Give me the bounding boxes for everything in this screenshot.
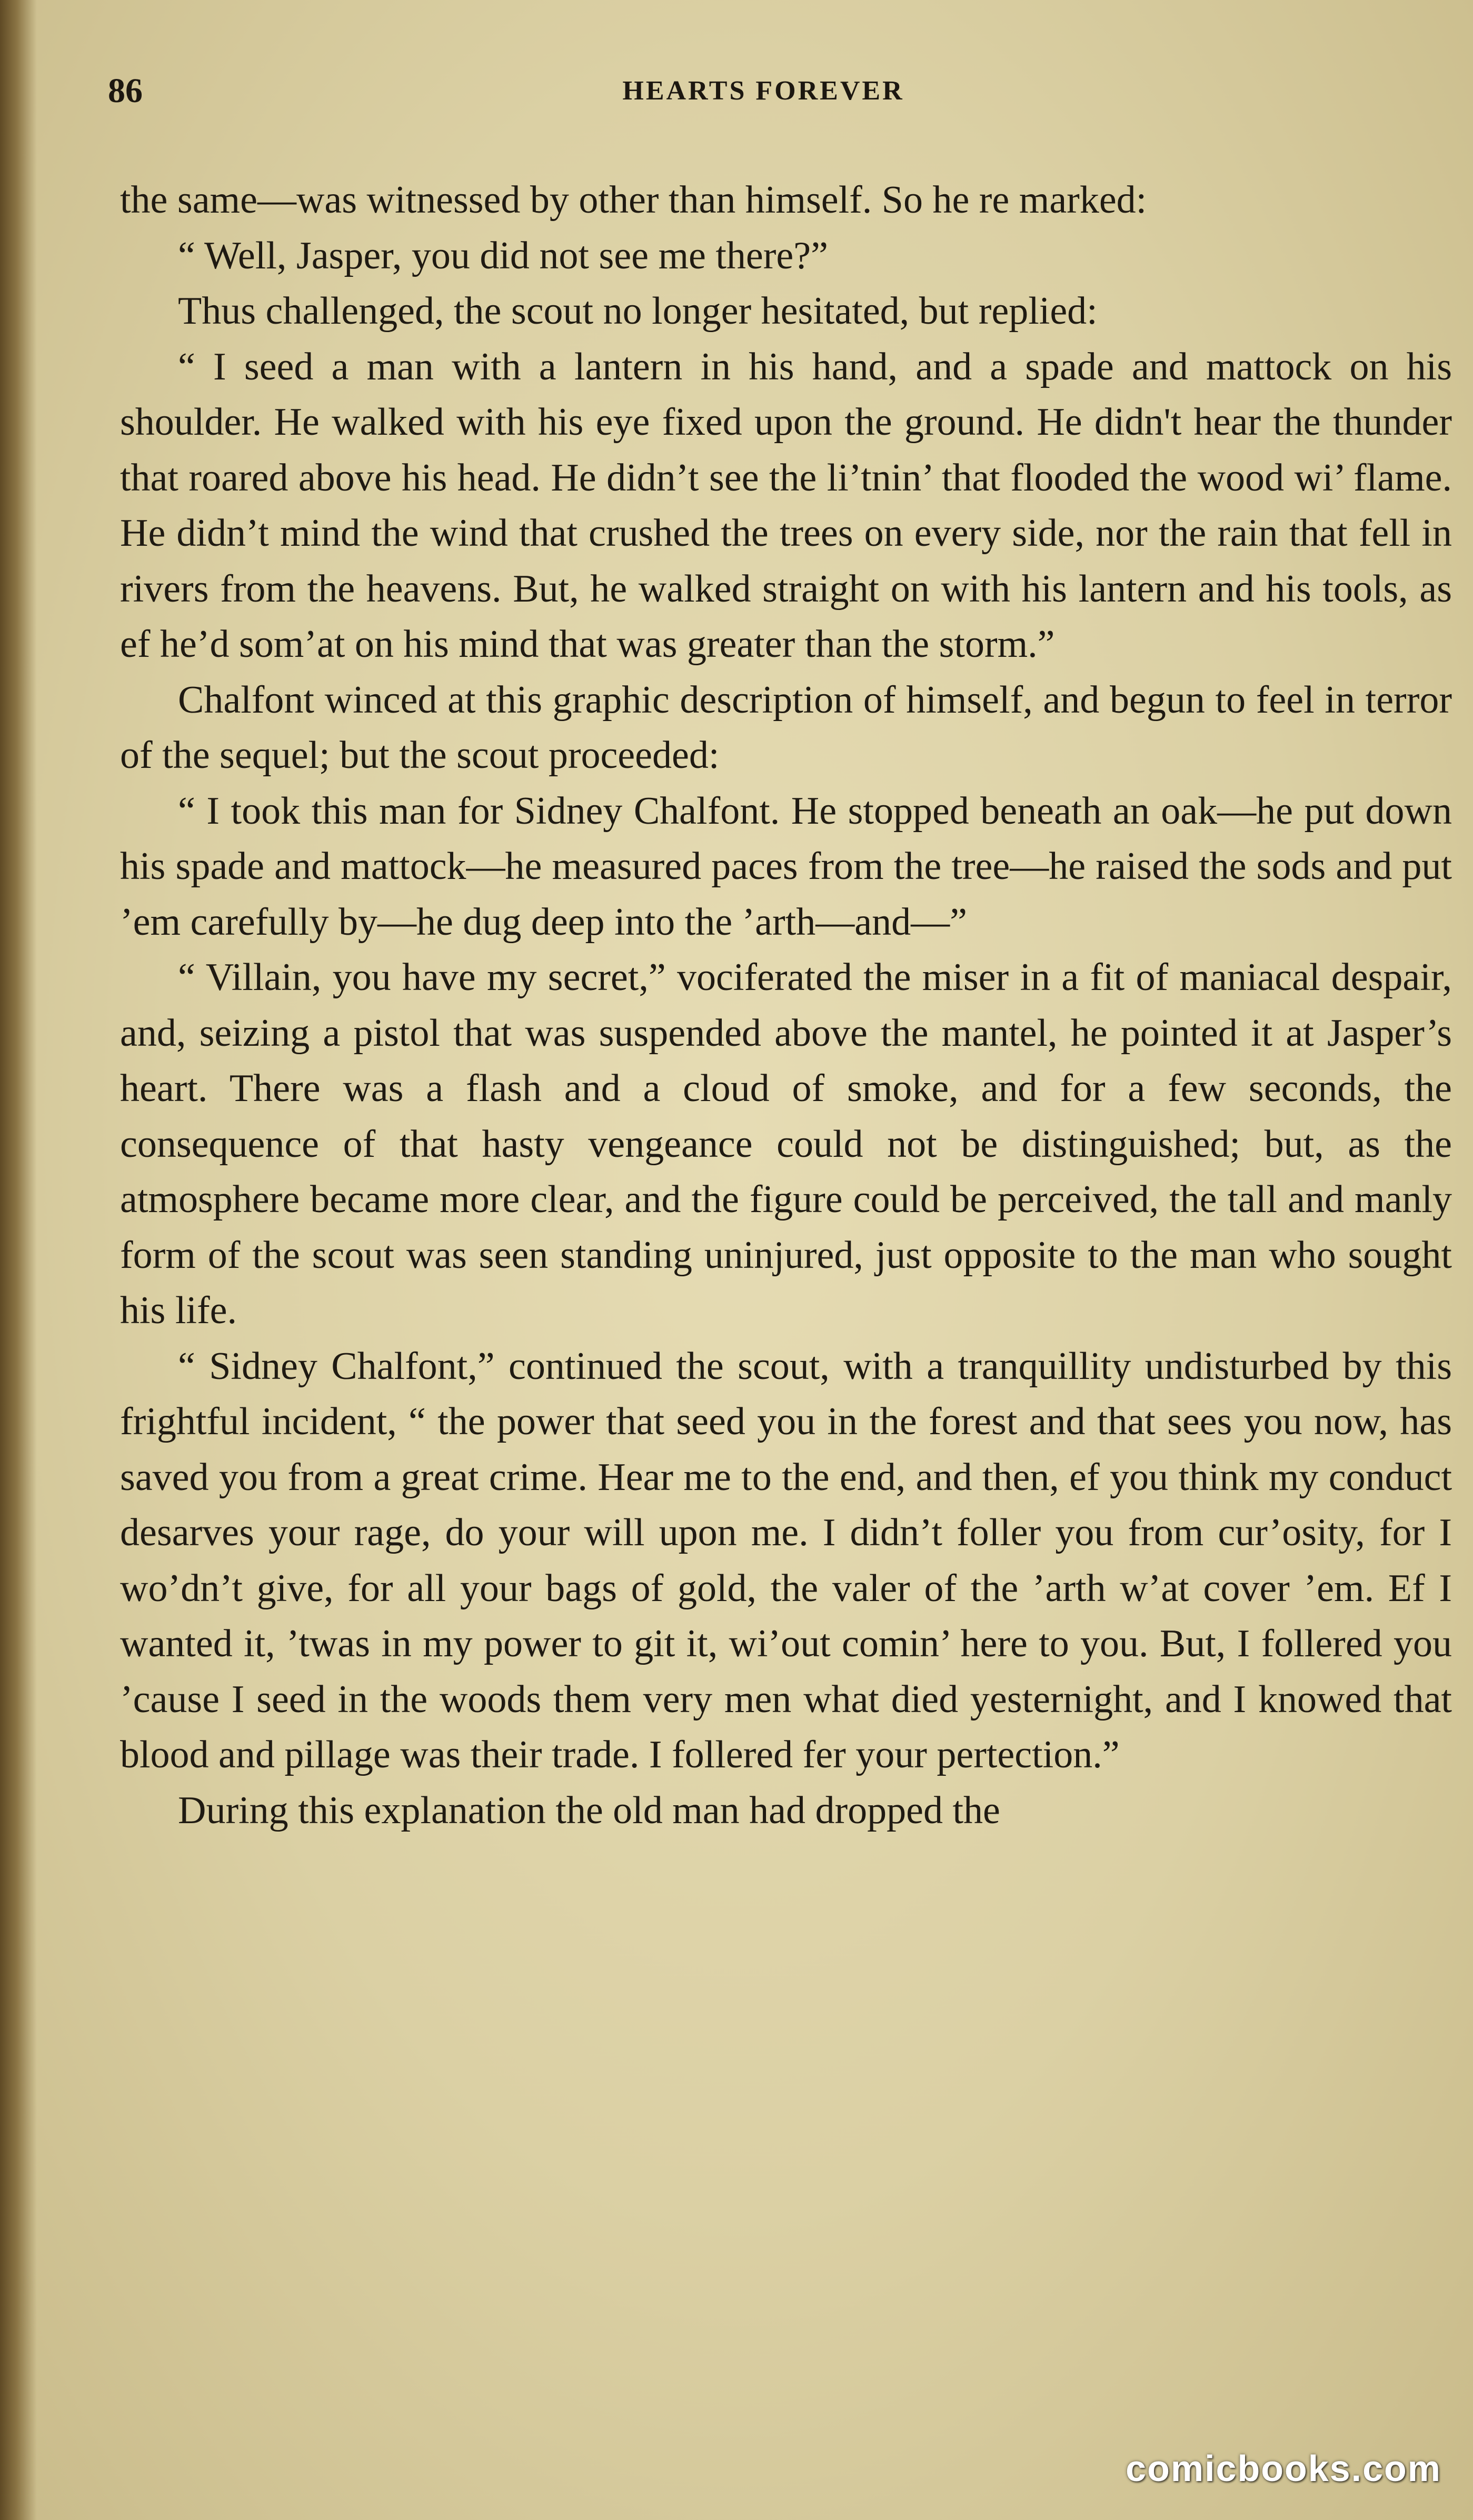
body-text <box>120 173 1452 1838</box>
paragraph: “ Well, Jasper, you did not see me there?” <box>178 234 828 277</box>
page-binding-edge <box>0 0 37 2520</box>
site-watermark: comicbooks.com <box>1126 2448 1441 2489</box>
paragraph: During this explanation the old man had dropped the <box>178 1788 1000 1832</box>
paragraph: “ I took this man for Sidney Chalfont. He stopped beneath an oak—he put down his spade and mattock—he measured paces from the tree—he raised the sods and put ’em carefully by—he dug deep into the ’arth—and—” <box>120 789 1452 944</box>
running-head: HEARTS FOREVER <box>622 76 904 106</box>
paragraph: the same—was witnessed by other than himself. So he re marked: <box>120 178 1147 222</box>
paragraph: Chalfont winced at this graphic description of himself, and begun to feel in terror of the sequel; but the scout proceeded: <box>120 678 1452 777</box>
page-header <box>108 71 1419 113</box>
page-number: 86 <box>108 72 143 110</box>
paragraph: “ Villain, you have my secret,” vociferated the miser in a fit of maniacal despair, and, seizing a pistol that was suspended above the mantel, he pointed it at Jasper’s heart. There was a flash and a cloud of smoke, and for a few seconds, the consequence of that hasty vengeance could not be distinguished; but, as the atmosphere became more clear, and the figure could be perceived, the tall and manly form of the scout was seen standing uninjured, just opposite to the man who sought his life. <box>120 956 1452 1332</box>
paragraph: “ Sidney Chalfont,” continued the scout, with a tranquillity undisturbed by this frightful incident, “ the power that seed you in the forest and that sees you now, has saved you from a great crime. Hear me to the end, and then, ef you think my conduct desarves your rage, do your will upon me. I didn’t foller you from cur’osity, for I wo’dn’t give, for all your bags of gold, the valer of the ’arth w’at cover ’em. Ef I wanted it, ’twas in my power to git it, wi’out comin’ here to you. But, I follered you ’cause I seed in the woods them very men what died yesternight, and I knowed that blood and pillage was their trade. I follered fer your pertection.” <box>120 1344 1452 1776</box>
paragraph: “ I seed a man with a lantern in his hand, and a spade and mattock on his shoulder. He walked with his eye fixed upon the ground. He didn't hear the thunder that roared above his head. He didn’t see the li’tnin’ that flooded the wood wi’ flame. He didn’t mind the wind that crushed the trees on every side, nor the rain that fell in rivers from the heavens. But, he walked straight on with his lantern and his tools, as ef he’d som’at on his mind that was greater than the storm.” <box>120 345 1452 666</box>
paragraph: Thus challenged, the scout no longer hesitated, but replied: <box>178 289 1098 333</box>
